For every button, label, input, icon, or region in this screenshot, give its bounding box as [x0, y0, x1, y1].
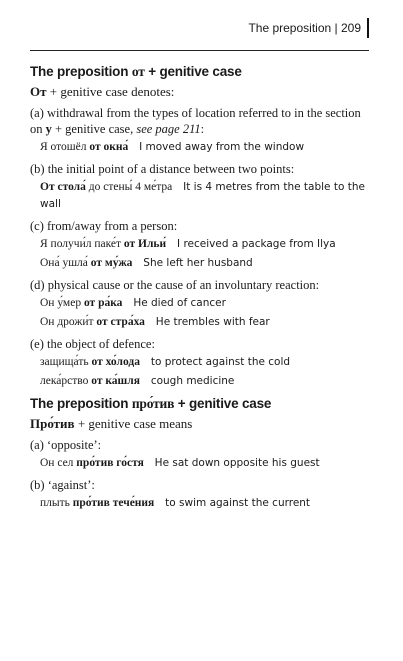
- example: Я получи́л паке́т от Ильи́ I received a package from Ilya: [40, 238, 336, 250]
- sense-c: (c) from/away from a person:: [30, 219, 178, 233]
- sense-b: (b) ‘against’:: [30, 478, 95, 492]
- sense-a: (a) ‘opposite’:: [30, 438, 102, 452]
- example: Я отошёл от окна́ I moved away from the window: [40, 141, 305, 153]
- running-head-title: The preposition: [248, 21, 332, 35]
- example: От стола́ до стены́ 4 ме́тра It is 4 metres from the table to the wall: [40, 181, 365, 210]
- sense-d: (d) physical cause or the cause of an involuntary reaction:: [30, 278, 320, 292]
- section-heading-ot: The preposition от + genitive case: [30, 64, 242, 79]
- example: плыть про́тив тече́ния to swim against the current: [40, 497, 311, 509]
- example: Она́ ушла́ от му́жа She left her husband: [40, 257, 253, 269]
- example: Он сел про́тив го́стя He sat down opposite his guest: [40, 457, 320, 469]
- example: Он у́мер от ра́ка He died of cancer: [40, 297, 226, 309]
- example: защища́ть от хо́лода to protect against the cold: [40, 356, 291, 368]
- example: лека́рство от ка́шля cough medicine: [40, 375, 235, 387]
- page-number: 209: [340, 21, 361, 35]
- section-intro-protiv: Про́тив + genitive case means: [30, 416, 193, 431]
- header-rule: [30, 50, 369, 51]
- sense-b: (b) the initial point of a distance between two points:: [30, 162, 295, 176]
- running-head: The preposition | 209: [248, 18, 369, 38]
- example: Он дрожи́т от стра́ха He trembles with fear: [40, 316, 270, 328]
- section-intro-ot: От + genitive case denotes:: [30, 84, 175, 99]
- page-content: [30, 60, 368, 514]
- sense-e: (e) the object of defence:: [30, 337, 155, 351]
- running-head-bar: [367, 18, 369, 38]
- sense-a: (a) withdrawal from the types of location referred to in the section on у + genitive case, see page 211:: [30, 106, 361, 136]
- section-heading-protiv: The preposition про́тив + genitive case: [30, 396, 272, 411]
